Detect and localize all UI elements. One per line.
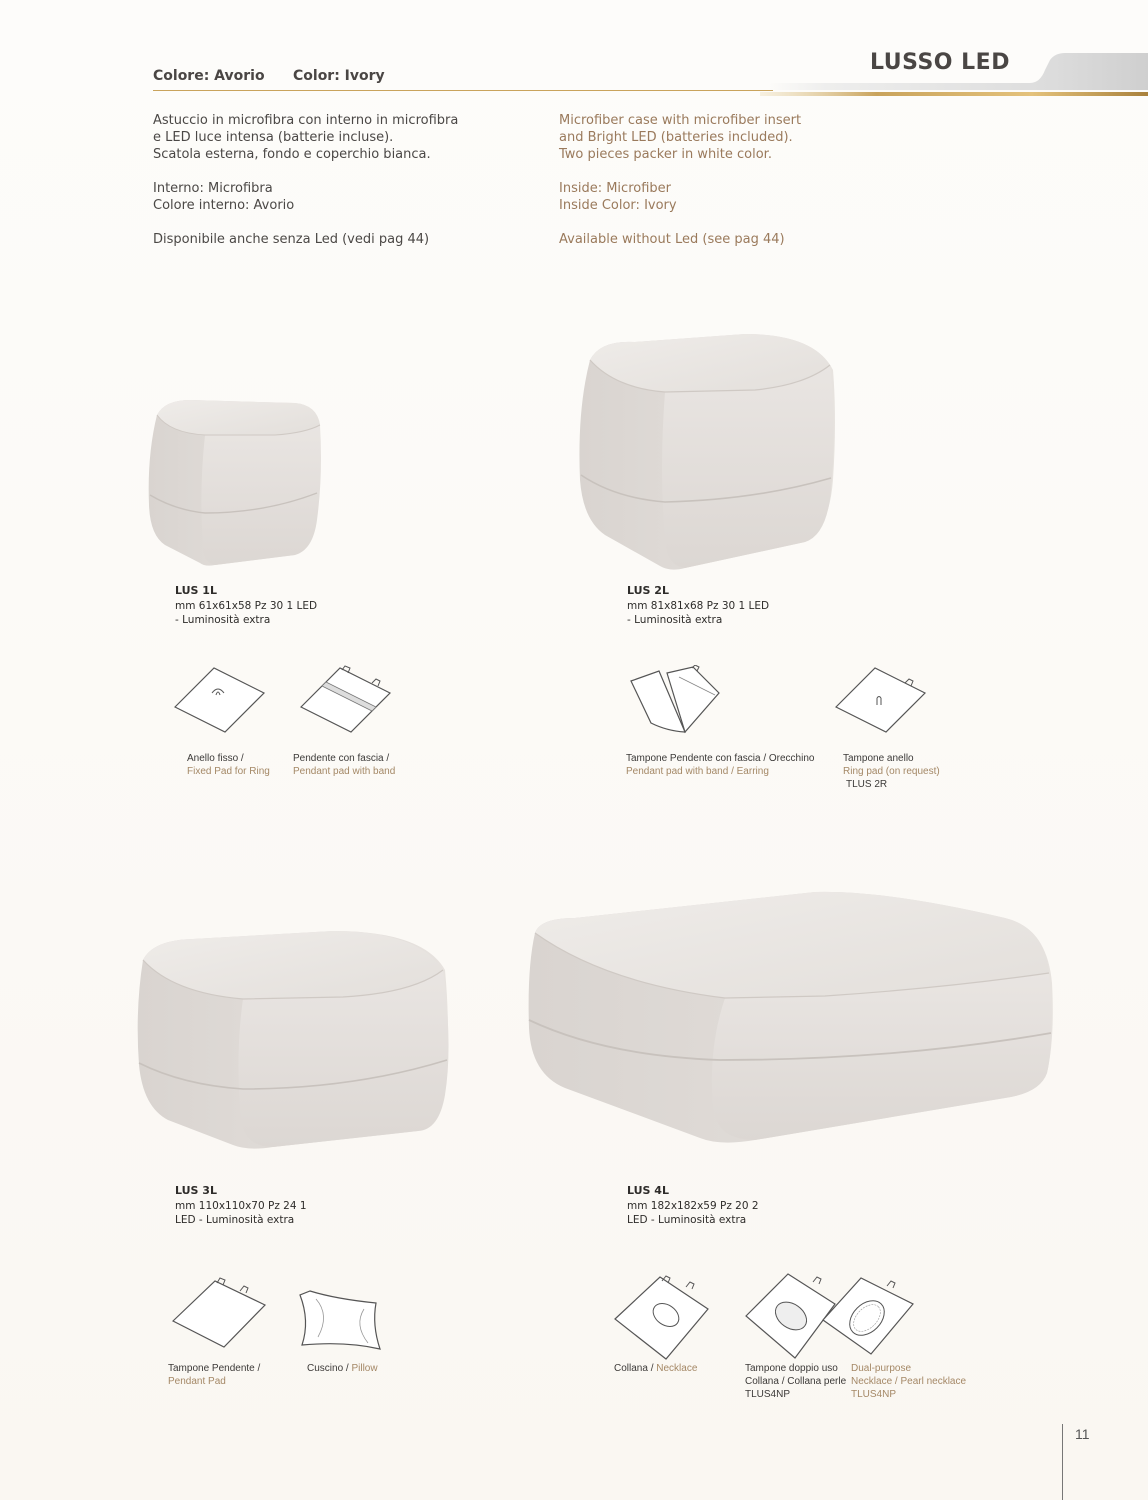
product-code: LUS 3L [175,1184,217,1197]
caption-it: Anello fisso / [187,753,244,764]
caption-dual-purpose-en [851,1362,966,1401]
earring-pad-icon [627,665,722,735]
product-code: LUS 1L [175,584,217,597]
product-feature: - Luminosità extra [175,614,271,626]
caption-it: Tampone Pendente / [168,1363,261,1374]
caption-ring-pad [843,752,940,791]
ring-pad-request-icon [833,665,928,735]
caption-it: Cuscino / [307,1363,352,1374]
caption-en: Pillow [351,1363,378,1374]
page-number-divider [1062,1424,1063,1500]
desc-it-line: Colore interno: Avorio [153,198,295,213]
caption-en: Ring pad (on request) [843,766,940,777]
box-lus2l-image [575,330,840,575]
caption-en: Dual-purpose [851,1363,912,1374]
product-lus2l [627,584,769,626]
desc-it-line: Scatola esterna, fondo e coperchio bianca. [153,147,431,162]
desc-it-line: Disponibile anche senza Led (vedi pag 44) [153,232,430,247]
product-feature: LED - Luminosità extra [175,1214,295,1226]
desc-en-line: Inside: Microfiber [559,181,671,196]
box-lus3l-image [133,925,458,1155]
color-label: Color: Ivory [293,68,385,84]
product-lus4l [627,1184,759,1226]
caption-en: Pendant Pad [168,1376,226,1387]
pillow-icon [296,1285,386,1355]
product-spec: mm 182x182x59 Pz 20 2 [627,1200,759,1212]
caption-code: TLUS4NP [851,1389,897,1400]
caption-code: TLUS 2R [846,779,888,790]
caption-dual-purpose-it [745,1362,846,1401]
desc-en-line: Microfiber case with microfiber insert [559,113,802,128]
desc-en-line: Two pieces packer in white color. [559,147,772,162]
caption-fixed-ring [187,752,270,778]
caption-it: Pendente con fascia / [293,753,390,764]
ring-pad-icon [172,665,267,735]
dual-purpose-pad-icon [743,1270,918,1365]
caption-it: Collana / Collana perle [745,1376,847,1387]
product-feature: LED - Luminosità extra [627,1214,747,1226]
product-feature: - Luminosità extra [627,614,723,626]
product-lus1l [175,584,317,626]
desc-en-line: and Bright LED (batteries included). [559,130,793,145]
product-code: LUS 4L [627,1184,669,1197]
caption-it: Tampone anello [843,753,914,764]
caption-en: Necklace [656,1363,698,1374]
caption-it: Collana / [614,1363,657,1374]
desc-it-line: Interno: Microfibra [153,181,273,196]
caption-en: Pendant pad with band [293,766,396,777]
caption-necklace [614,1362,697,1375]
product-lus3l [175,1184,307,1226]
description-english [559,112,801,248]
caption-en: Fixed Pad for Ring [187,766,270,777]
box-lus4l-image [525,888,1055,1146]
desc-it-line: Astuccio in microfibra con interno in microfibra [153,113,459,128]
pendant-pad-icon [170,1275,268,1350]
caption-en: Pendant pad with band / Earring [626,766,769,777]
pendant-band-pad-icon [298,665,393,735]
desc-en-line: Inside Color: Ivory [559,198,677,213]
caption-pendant-band [293,752,395,778]
desc-en-line: Available without Led (see pag 44) [559,232,785,247]
description-italian [153,112,458,248]
necklace-pad-icon [612,1273,712,1363]
caption-pendant-pad [168,1362,260,1388]
caption-code: TLUS4NP [745,1389,791,1400]
header-thin-line [153,90,773,91]
desc-it-line: e LED luce intensa (batterie incluse). [153,130,394,145]
product-spec: mm 81x81x68 Pz 30 1 LED [627,600,770,612]
section-title: LUSSO LED [870,50,1010,75]
box-lus1l-image [145,395,325,570]
product-code: LUS 2L [627,584,669,597]
product-spec: mm 61x61x58 Pz 30 1 LED [175,600,318,612]
caption-it: Tampone doppio uso [745,1363,838,1374]
page-number: 11 [1075,1426,1090,1442]
caption-en: Necklace / Pearl necklace [851,1376,967,1387]
colore-label: Colore: Avorio [153,68,265,84]
caption-it: Tampone Pendente con fascia / Orecchino [626,753,815,764]
product-spec: mm 110x110x70 Pz 24 1 [175,1200,307,1212]
caption-pendant-earring [626,752,814,778]
caption-pillow [307,1362,378,1375]
